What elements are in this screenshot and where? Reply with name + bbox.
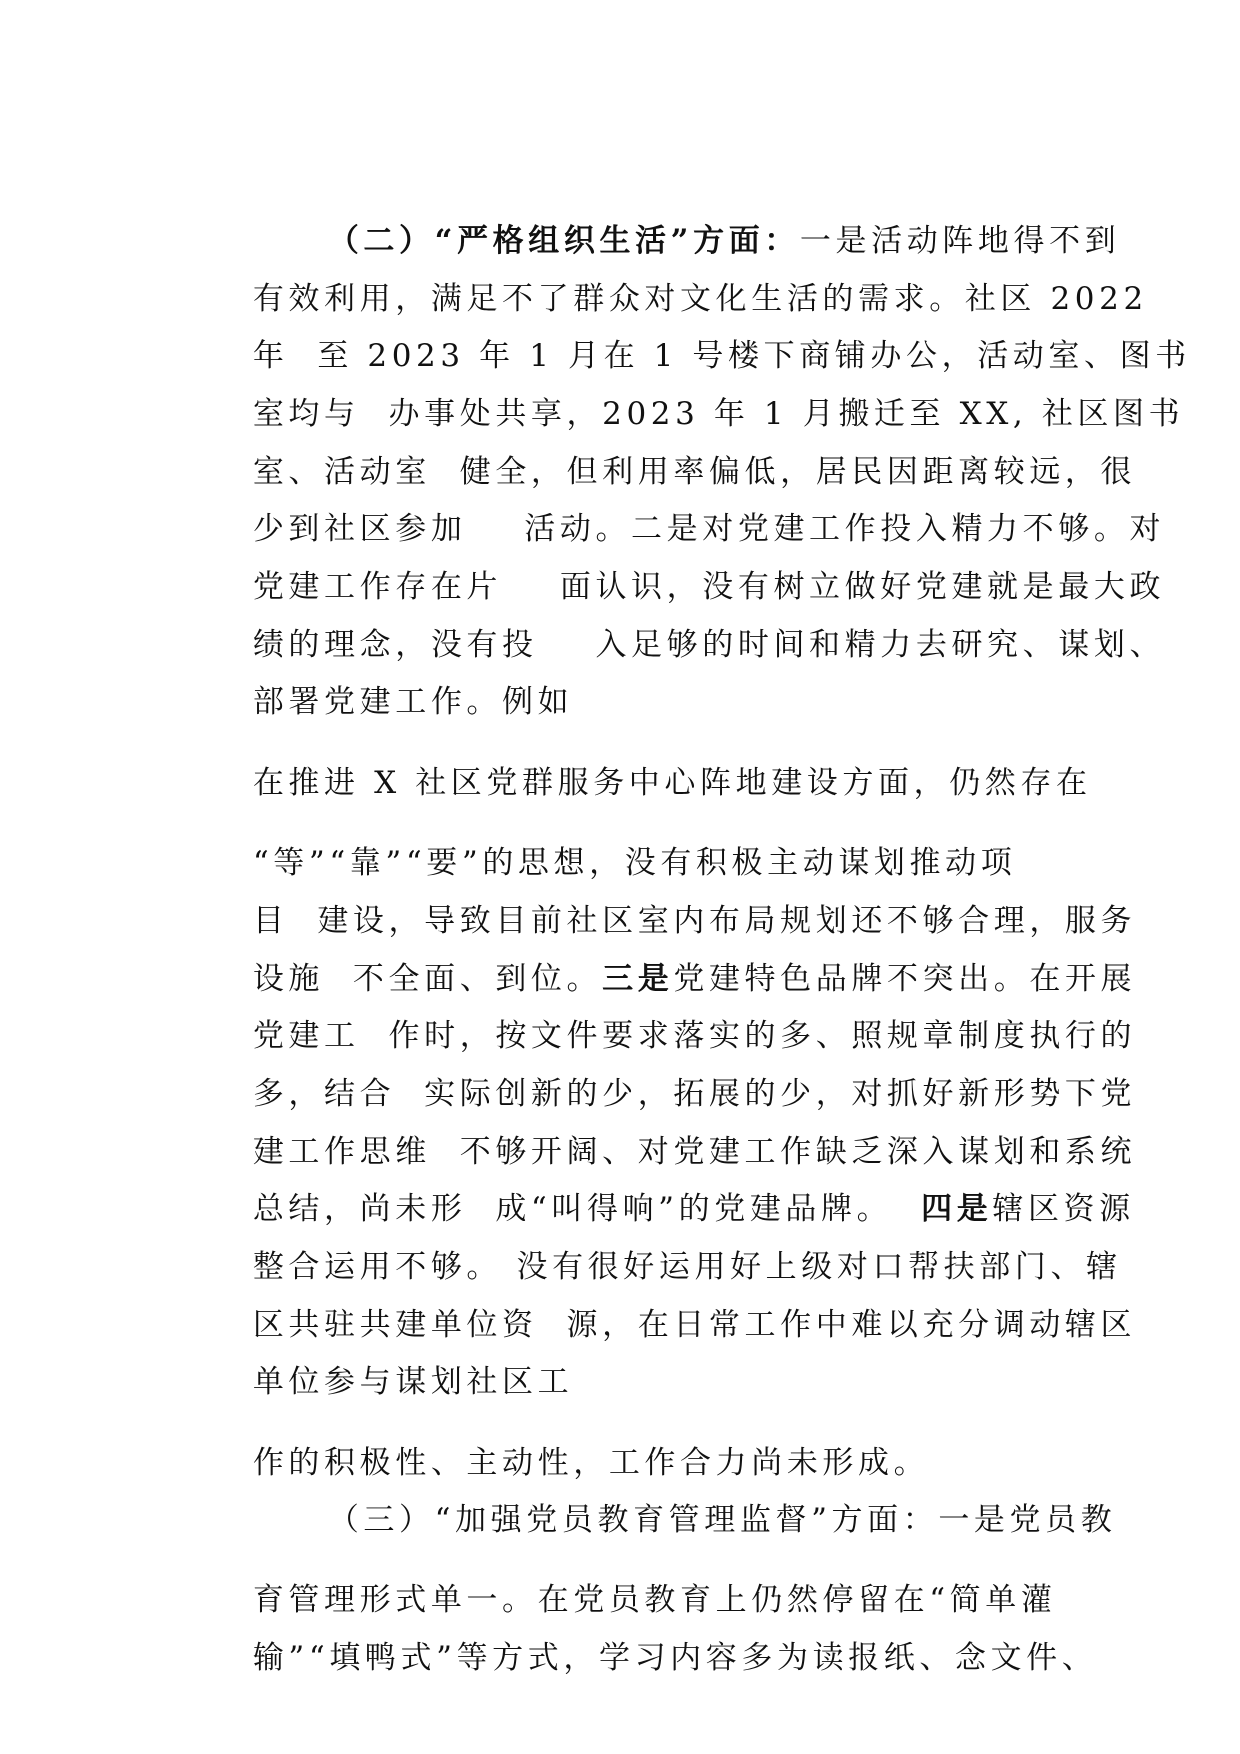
text-run: 党建工作存在片 面认识，没有树立做好党建就是最大政 [252, 569, 1166, 605]
text-run: 在推进 X 社区党群服务中心阵地建设方面，仍然存在 [252, 765, 1092, 801]
paragraph-line [195, 1598, 1097, 1718]
text-run: （三）“加强党员教育管理监督”方面：一是党员教 [327, 1502, 1117, 1538]
text-run: 少到社区参加 活动。二是对党建工作投入精力不够。对 [252, 511, 1166, 547]
text-run: 育管理形式单一。在党员教育上仍然停留在“简单灌 [252, 1582, 1057, 1618]
text-run: 总结，尚未形 成“叫得响”的党建品牌。 [252, 1191, 922, 1227]
text-run: 一是活动阵地得不到 [799, 223, 1121, 259]
text-run: 室、活动室 健全，但利用率偏低，居民因距离较远，很 [252, 454, 1137, 490]
text-run: 党建特色品牌不突出。在开展 [673, 961, 1137, 997]
text-run: 党建工 作时，按文件要求落实的多、照规章制度执行的 [252, 1018, 1137, 1054]
text-run: 多，结合 实际创新的少，拓展的少，对抓好新形势下党 [252, 1076, 1137, 1112]
text-run: 目 建设，导致目前社区室内布局规划还不够合理，服务 [252, 903, 1137, 939]
emphasis-run: 四是 [921, 1191, 993, 1227]
text-run: 部署党建工作。例如 [252, 684, 574, 720]
text-run: 建工作思维 不够开阔、对党建工作缺乏深入谋划和系统 [252, 1134, 1137, 1170]
text-run: 区共驻共建单位资 源，在日常工作中难以充分调动辖区 [252, 1307, 1137, 1343]
emphasis-run: 三是 [602, 961, 674, 997]
text-run: 作的积极性、主动性，工作合力尚未形成。 [252, 1445, 930, 1481]
text-run: 室均与 办事处共享，2023 年 1 月搬迁至 XX, 社区图书 [252, 396, 1185, 432]
text-run: 绩的理念，没有投 入足够的时间和精力去研究、谋划、 [252, 627, 1166, 663]
text-run: 辖区资源 [992, 1191, 1135, 1227]
text-run: 有效利用，满足不了群众对文化生活的需求。社区 2022 [252, 281, 1148, 317]
text-run: 设施 不全面、到位。 [252, 961, 603, 997]
text-run: 整合运用不够。 没有很好运用好上级对口帮扶部门、辖 [252, 1249, 1122, 1285]
text-run: 年 至 2023 年 1 月在 1 号楼下商铺办公，活动室、图书 [252, 338, 1191, 374]
section-heading: “严格组织生活”方面： [434, 223, 800, 259]
text-run: 单位参与谋划社区工 [252, 1364, 574, 1400]
text-run: “等”“靠”“要”的思想，没有积极主动谋划推动项 [252, 845, 1017, 881]
section-number: （二） [327, 223, 435, 259]
text-run: 输”“填鸭式”等方式，学习内容多为读报纸、念文件、 [252, 1640, 1098, 1676]
